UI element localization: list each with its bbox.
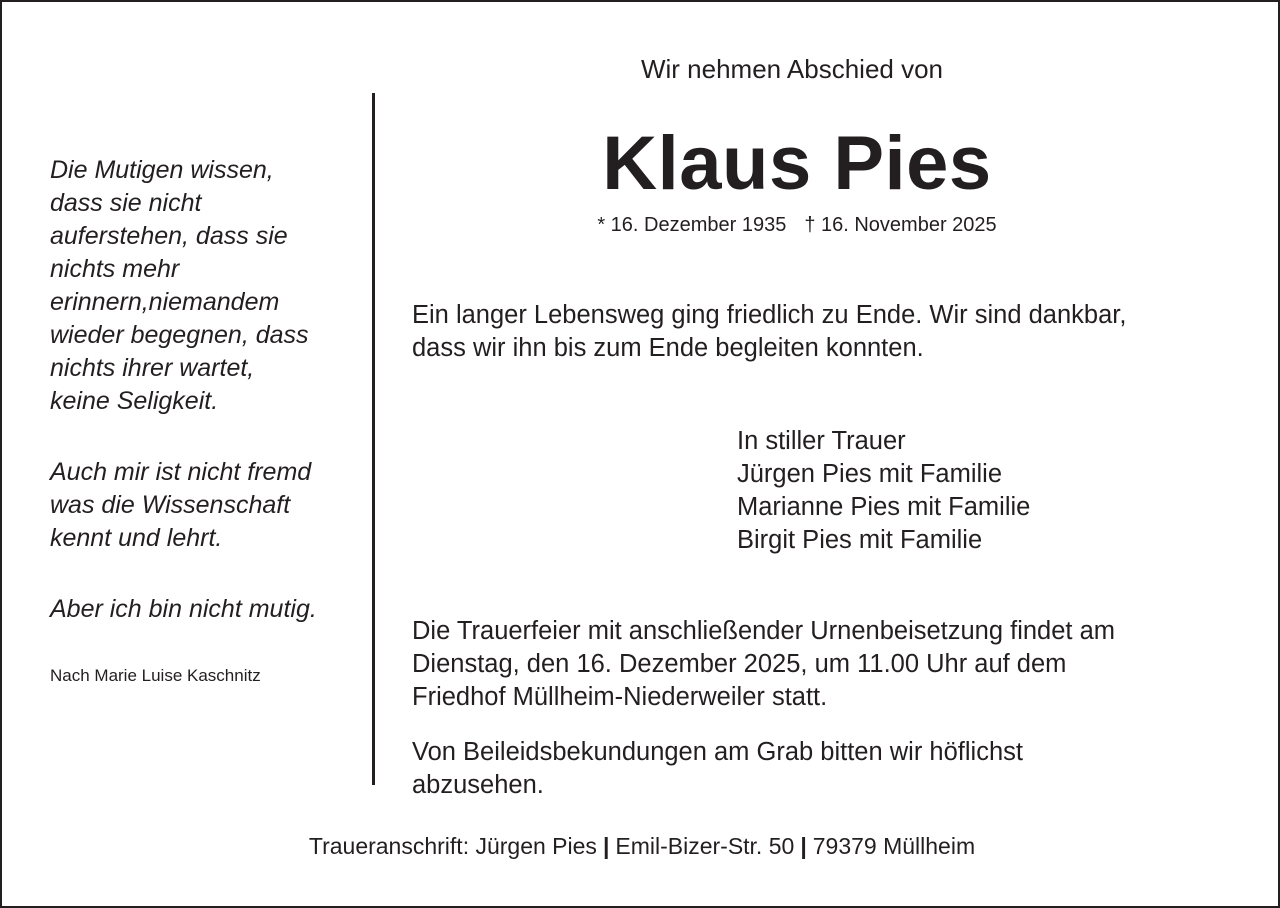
poem xyxy=(50,154,370,626)
paragraph-line: Ein langer Lebensweg ging friedlich zu Ende. Wir sind dankbar, xyxy=(412,301,1127,329)
poem-line: nichts ihrer wartet, xyxy=(50,354,255,382)
paragraph-line: Dienstag, den 16. Dezember 2025, um 11.00 Uhr auf dem xyxy=(412,650,1067,678)
poem-attribution: Nach Marie Luise Kaschnitz xyxy=(50,666,261,685)
mourner-entry: Jürgen Pies mit Familie xyxy=(737,460,1002,488)
poem-line: erinnern,niemandem xyxy=(50,288,280,316)
vertical-divider xyxy=(372,93,375,785)
condolence-notice-paragraph xyxy=(412,736,1242,802)
paragraph-line: abzusehen. xyxy=(412,771,544,799)
paragraph-line: dass wir ihn bis zum Ende begleiten konnten. xyxy=(412,334,924,362)
address-separator: | xyxy=(800,833,807,859)
funeral-details-paragraph xyxy=(412,615,1242,714)
poem-stanza xyxy=(50,154,370,418)
life-dates xyxy=(497,214,1097,237)
poem-line: auferstehen, dass sie xyxy=(50,222,288,250)
paragraph-line: Von Beileidsbekundungen am Grab bitten wir höflichst xyxy=(412,738,1023,766)
poem-line: Aber ich bin nicht mutig. xyxy=(50,595,317,623)
address-street: Emil-Bizer-Str. 50 xyxy=(615,833,795,859)
poem-stanza xyxy=(50,593,370,626)
poem-line: Die Mutigen wissen, xyxy=(50,156,274,184)
mourners-heading: In stiller Trauer xyxy=(737,427,906,455)
poem-line: nichts mehr xyxy=(50,255,180,283)
birth-date: * 16. Dezember 1935 xyxy=(597,214,787,236)
address-label: Traueranschrift: Jürgen Pies xyxy=(308,833,597,859)
paragraph-line: Friedhof Müllheim-Niederweiler statt. xyxy=(412,683,828,711)
address-city: 79379 Müllheim xyxy=(812,833,976,859)
poem-line: Auch mir ist nicht fremd xyxy=(50,458,312,486)
poem-line: keine Seligkeit. xyxy=(50,387,219,415)
intro-text: Wir nehmen Abschied von xyxy=(640,54,944,84)
farewell-paragraph xyxy=(412,299,1242,365)
poem-stanza xyxy=(50,456,370,555)
poem-line: dass sie nicht xyxy=(50,189,202,217)
deceased-name: Klaus Pies xyxy=(602,121,992,206)
mourning-address xyxy=(2,833,1280,860)
paragraph-line: Die Trauerfeier mit anschließender Urnenbeisetzung findet am xyxy=(412,617,1116,645)
poem-line: kennt und lehrt. xyxy=(50,524,223,552)
mourner-entry: Marianne Pies mit Familie xyxy=(737,493,1031,521)
poem-line: was die Wissenschaft xyxy=(50,491,291,519)
address-separator: | xyxy=(602,833,610,859)
poem-line: wieder begegnen, dass xyxy=(50,321,309,349)
mourner-entry: Birgit Pies mit Familie xyxy=(737,526,983,554)
death-date: † 16. November 2025 xyxy=(804,214,997,236)
mourners-list xyxy=(737,425,1030,557)
